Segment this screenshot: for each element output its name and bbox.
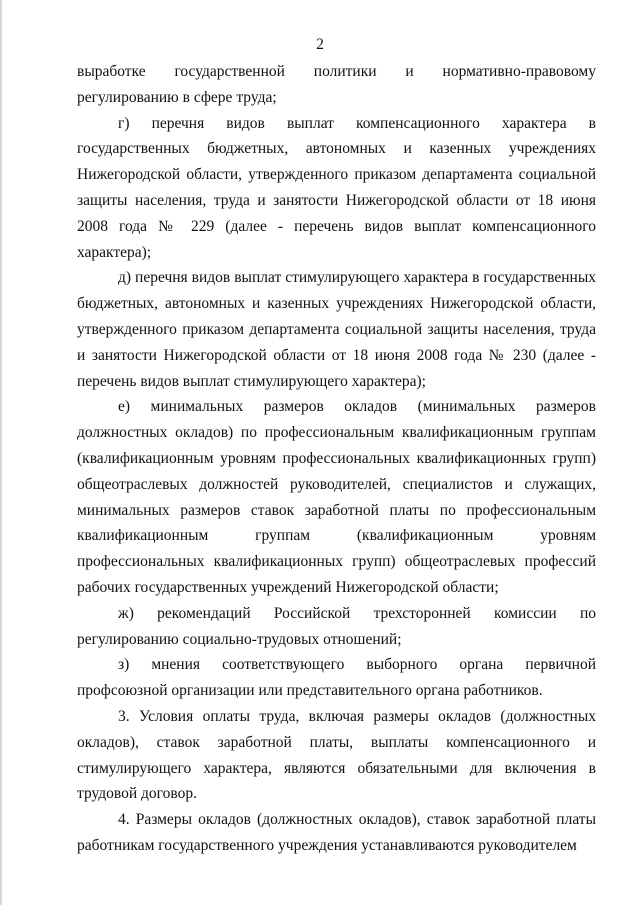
paragraph-4: 4. Размеры окладов (должностных окладов), ставок заработной платы работникам государственного учреждения устанавливаются руководителем [77, 811, 596, 854]
document-body [77, 59, 596, 859]
paragraph-continuation: выработке государственной политики и нормативно-правовому регулированию в сфере труда; [77, 63, 596, 106]
page-number: 2 [316, 36, 324, 53]
paragraph-zh: ж) рекомендаций Российской трехсторонней комиссии по регулированию социально-трудовых отношений; [77, 604, 596, 648]
page-edge [0, 0, 2, 905]
paragraph-d: д) перечня видов выплат стимулирующего характера в государственных бюджетных, автономных и казенных учреждениях Нижегородской области, утвержденного приказом департамента социальной защиты населения, труда и занятости Нижегородской области от 18 июня 2008 года № 230 (далее - перечень видов выплат стимулирующего характера); [77, 269, 596, 390]
paragraph-3: 3. Условия оплаты труда, включая размеры окладов (должностных окладов), ставок заработной платы, выплаты компенсационного и стимулирующего характера, являются обязательными для включения в трудовой договор. [77, 707, 596, 803]
paragraph-z: з) мнения соответствующего выборного органа первичной профсоюзной организации или представительного органа работников. [77, 656, 596, 700]
paragraph-e: е) минимальных размеров окладов (минимальных размеров должностных окладов) по профессиональным квалификационным группам (квалификационным уровням профессиональных квалификационных групп) общеотраслевых должностей руководителей, специалистов и служащих, минимальных размеров ставок заработной платы по профессиональным квалификационным группам (квалификационным уровням профессиональных квалификационных групп) общеотраслевых профессий рабочих государственных учреждений Нижегородской области; [77, 398, 596, 596]
paragraph-g: г) перечня видов выплат компенсационного характера в государственных бюджетных, автономных и казенных учреждениях Нижегородской области, утвержденного приказом департамента социальной защиты населения, труда и занятости Нижегородской области от 18 июня 2008 года № 229 (далее - перечень видов выплат компенсационного характера); [77, 114, 596, 261]
